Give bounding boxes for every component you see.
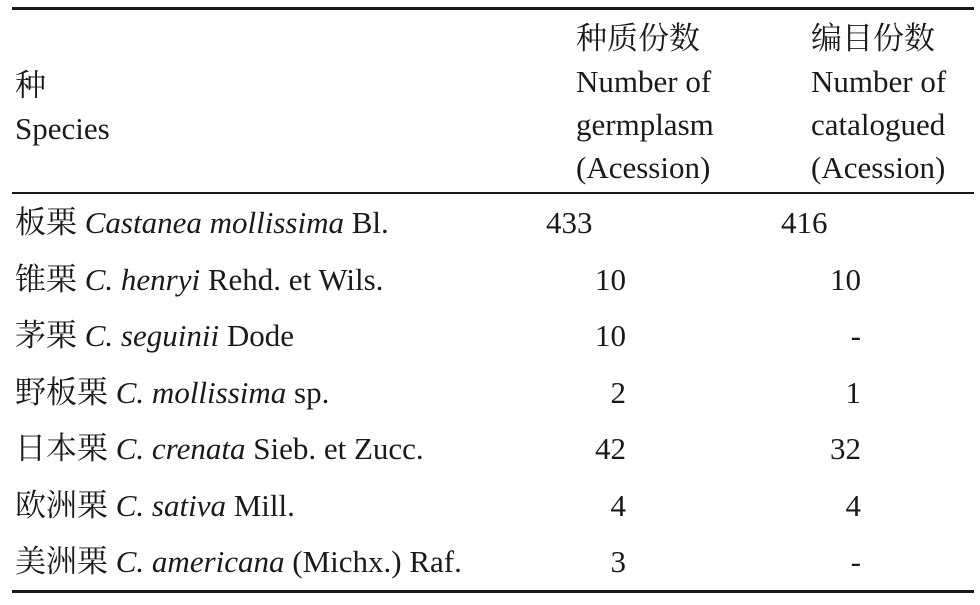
species-latin: C. henryi (84, 262, 201, 297)
germplasm-count: 3 (610, 544, 626, 579)
header-catalogued-en3: (Acession) (811, 150, 946, 185)
species-cell (15, 364, 329, 421)
species-author: Sieb. et Zucc. (253, 431, 424, 466)
header-species-zh: 种 (15, 68, 46, 103)
species-zh: 美洲栗 (15, 544, 108, 579)
table-body (12, 194, 974, 590)
species-zh: 板栗 (15, 205, 77, 240)
catalogued-count: - (850, 544, 861, 579)
germplasm-count: 2 (610, 375, 626, 410)
species-latin: Castanea mollissima (84, 205, 344, 240)
header-germplasm (576, 17, 714, 189)
bottom-rule (12, 590, 974, 593)
species-cell (15, 533, 462, 590)
table-row (12, 194, 974, 251)
species-latin: C. mollissima (115, 375, 287, 410)
species-author: (Michx.) Raf. (292, 544, 462, 579)
germplasm-table (12, 7, 974, 593)
header-species-en: Species (15, 111, 110, 146)
catalogued-count: - (850, 318, 861, 353)
catalogued-count: 1 (845, 375, 861, 410)
header-species (15, 64, 110, 150)
header-germplasm-en3: (Acession) (576, 150, 711, 185)
table-row (12, 420, 974, 477)
species-latin: C. crenata (115, 431, 246, 466)
species-cell (15, 251, 383, 308)
species-author: Mill. (233, 488, 295, 523)
header-germplasm-en2: germplasm (576, 107, 714, 142)
species-zh: 欧洲栗 (15, 488, 108, 523)
germplasm-count: 4 (610, 488, 626, 523)
header-germplasm-zh: 种质份数 (576, 21, 700, 56)
germplasm-count: 42 (595, 431, 626, 466)
species-cell (15, 477, 295, 534)
catalogued-count: 4 (845, 488, 861, 523)
catalogued-count: 10 (830, 262, 861, 297)
species-latin: C. seguinii (84, 318, 220, 353)
germplasm-count: 433 (546, 205, 593, 240)
species-cell (15, 420, 424, 477)
species-author: Dode (226, 318, 294, 353)
species-zh: 日本栗 (15, 431, 108, 466)
table-row (12, 307, 974, 364)
header-catalogued (811, 17, 946, 189)
species-author: sp. (294, 375, 330, 410)
species-author: Bl. (351, 205, 389, 240)
table-row (12, 477, 974, 534)
species-latin: C. sativa (115, 488, 226, 523)
catalogued-count: 416 (781, 205, 828, 240)
table-row (12, 251, 974, 308)
header-catalogued-zh: 编目份数 (811, 21, 935, 56)
species-zh: 野板栗 (15, 375, 108, 410)
header-catalogued-en2: catalogued (811, 107, 946, 142)
catalogued-count: 32 (830, 431, 861, 466)
table-row (12, 364, 974, 421)
header-germplasm-en1: Number of (576, 64, 712, 99)
table-row (12, 533, 974, 590)
species-author: Rehd. et Wils. (207, 262, 384, 297)
species-cell (15, 194, 389, 251)
species-zh: 锥栗 (15, 262, 77, 297)
species-latin: C. americana (115, 544, 285, 579)
table-header (12, 10, 974, 192)
species-zh: 茅栗 (15, 318, 77, 353)
header-catalogued-en1: Number of (811, 64, 947, 99)
germplasm-count: 10 (595, 262, 626, 297)
germplasm-count: 10 (595, 318, 626, 353)
species-cell (15, 307, 294, 364)
